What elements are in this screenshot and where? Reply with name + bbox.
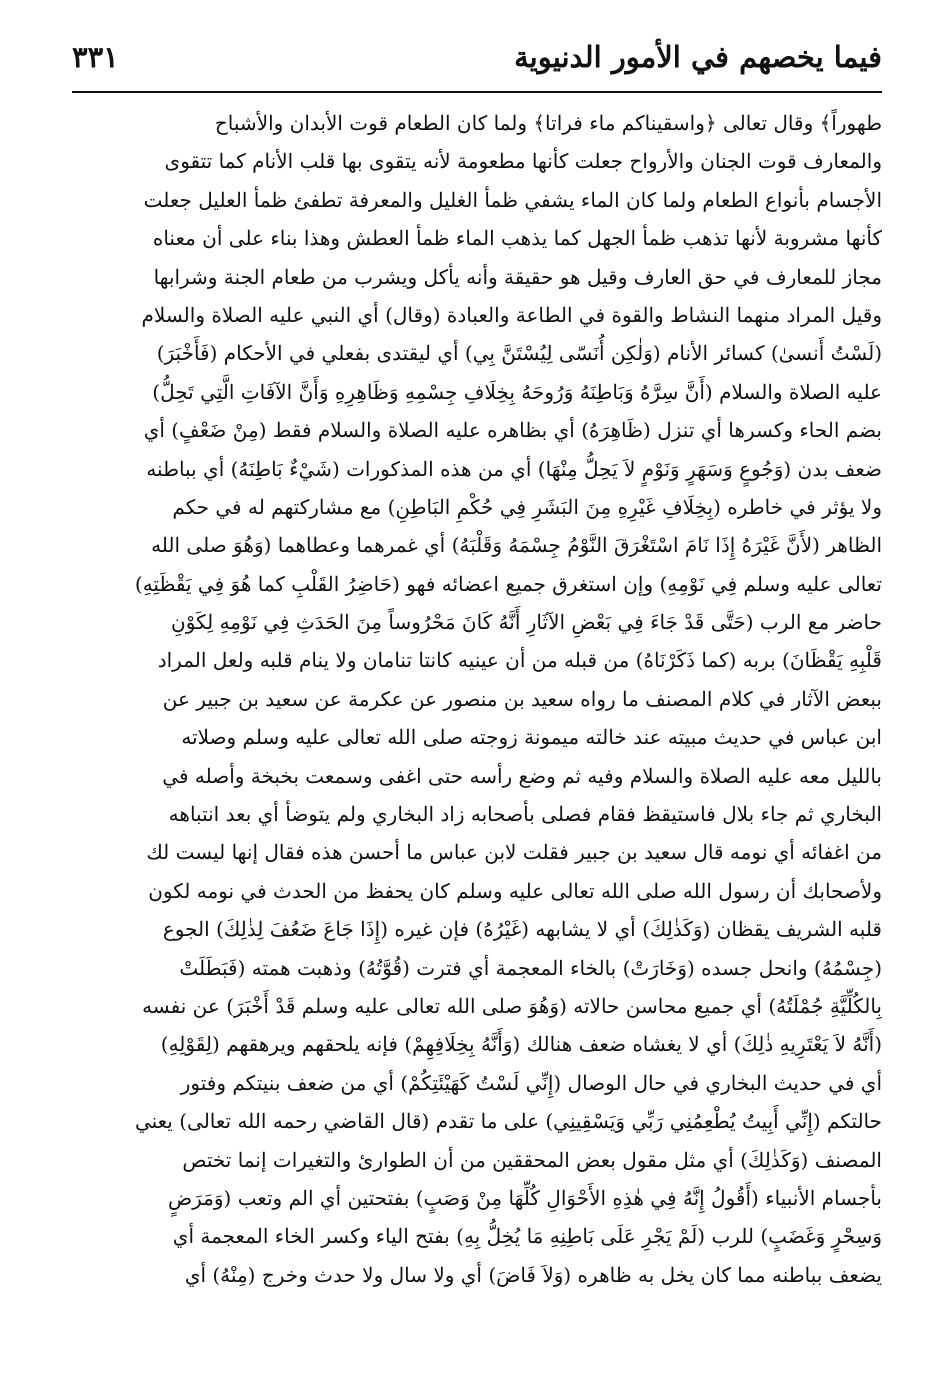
text-line: والمعارف قوت الجنان والأرواح جعلت كأنها مطعومة لأنه يتقوى بها قلب الأنام كما تتقوى	[164, 149, 882, 174]
body-text	[72, 104, 882, 1294]
text-line: وَسِحْرٍ وَغَضَبٍ) للرب (لَمْ يَجْرِ عَلَى بَاطِنِهِ مَا يُخِلُّ بِهِ) بفتح الياء وكسر الخاء المعجمة أي	[172, 1224, 882, 1249]
text-line: بضم الحاء وكسرها أي تنزل (ظَاهِرَهُ) أي بظاهره عليه الصلاة والسلام فقط (مِنْ ضَعْفٍ) أي	[143, 418, 882, 443]
text-line: ولأصحابك أن رسول الله صلى الله تعالى عليه وسلم كان يحفظ من الحدث في نومه لكون	[148, 878, 882, 903]
page-number: ٣٣١	[72, 40, 119, 74]
text-line: الظاهر (لأَنَّ غَيْرَهُ إِذَا نَامَ اسْتَغْرَقَ النَّوْمُ جِسْمَهُ وَقَلْبَهُ) أي غمرهما وعطاهما (وَهُوَ صلى الله	[151, 533, 882, 558]
text-line: قلبه الشريف يقظان (وَكَذٰلِكَ) أي لا يشابهه (غَيْرُهُ) فإن غيره (إِذَا جَاعَ ضَعُفَ لِذٰلِكَ) الجوع	[162, 917, 882, 942]
text-line: قَلْبِهِ يَقْظَانَ) بربه (كما ذَكَرْنَاهُ) من قبله من أن عينيه كانتا تنامان ولا ينام قلبه ولعل المراد	[157, 648, 882, 673]
text-line: من اغفائه أي نومه قال سعيد بن جبير فقلت لابن عباس ما أحسن هذه فقال إنها ليست لك	[146, 840, 882, 865]
text-line: عليه الصلاة والسلام (أَنَّ سِرَّهُ وَبَاطِنَهُ وَرُوحَهُ بِخِلَافِ جِسْمِهِ وَظَاهِرِهِ وَأَنَّ الآفَاتِ الَّتِي تَحِلُّ)	[152, 379, 882, 404]
text-line: البخاري ثم جاء بلال فاستيقظ فقام فصلى بأصحابه زاد البخاري ولم يتوضأ أي بعد انتباهه	[168, 802, 882, 827]
page-header	[72, 30, 882, 90]
running-title: فيما يخصهم في الأمور الدنيوية	[514, 40, 882, 74]
text-line: بِالكُلِّيَّةِ جُمْلَتُهُ) أي جميع محاسن حالاته (وَهُوَ صلى الله تعالى عليه وسلم قَدْ أَخْبَرَ) عن نفسه	[142, 993, 882, 1018]
text-line: (لَسْتُ أَنسىٰ) كسائر الأنام (وَلٰكِن أُنَسّى لِيُسْتَنَّ بِي) أي ليقتدى بفعلي في الأحكام (فَأَخْبَرَ)	[156, 341, 882, 366]
text-line: طهوراً﴾ وقال تعالى ﴿واسقيناكم ماء فراتا﴾ ولما كان الطعام قوت الأبدان والأشباح	[214, 111, 882, 135]
text-line: حالتكم (إِنِّي أَبِيتُ يُطْعِمُنِي رَبِّي وَيَسْقِينِي) على ما تقدم (قال القاضي رحمه الله تعالى) يعني	[134, 1109, 882, 1134]
text-line: (جِسْمُهُ) وانحل جسده (وَخَارَتْ) بالخاء المعجمة أي فترت (قُوَّتُهُ) وذهبت همته (فَبَطَلَتْ	[179, 955, 882, 980]
text-line: تعالى عليه وسلم فِي نَوْمِهِ) وإن استغرق جميع اعضائه فهو (حَاضِرُ القَلْبِ كما هُوَ فِي يَقْظَتِهِ)	[134, 571, 882, 596]
text-line: ضعف بدن (وَجُوعٍ وَسَهَرٍ وَنَوْمٍ لاَ يَحِلُّ مِنْهَا) أي من هذه المذكورات (شَيْءٌ بَاطِنَهُ) أي بباطنه	[146, 456, 882, 481]
text-line: (أَنَّهُ لاَ يَعْتَرِيهِ ذٰلِكَ) أي لا يغشاه ضعف هنالك (وَأَنَّهُ بِخِلَافِهِمْ) فإنه يلحقهم ويرهقهم (لِقَوْلِهِ)	[160, 1032, 882, 1057]
text-line: ببعض الآثار في كلام المصنف ما رواه سعيد بن منصور عن عكرمة عن سعيد بن جبير عن	[162, 686, 882, 711]
text-line: كأنها مشروبة لأنها تذهب ظمأ الجهل كما يذهب الماء ظمأ العطش وهذا بناء على أن معناه	[152, 226, 882, 251]
text-line: مجاز للمعارف في حق العارف وقيل هو حقيقة وأنه يأكل ويشرب من طعام الجنة وشرابها	[153, 264, 882, 289]
text-line: بأجسام الأنبياء (أَقُولُ إِنَّهُ فِي هٰذِهِ الأَحْوَالِ كُلِّهَا مِنْ وَصَبٍ) بفتحتين أي الم وتعب (وَمَرَضٍ	[167, 1185, 882, 1210]
text-line: أي في حديث البخاري في حال الوصال (إِنِّي لَسْتُ كَهَيْئَتِكُمْ) أي من ضعف بنيتكم وفتور	[180, 1070, 882, 1095]
header-rule	[72, 91, 882, 93]
text-line: ابن عباس في حديث مبيته عند خالته ميمونة زوجته صلى الله تعالى عليه وسلم وصلاته	[181, 725, 882, 750]
text-line: المصنف (وَكَذٰلِكَ) أي مثل مقول بعض المحققين من أن الطوارئ والتغيرات إنما تختص	[182, 1147, 882, 1172]
text-line: ولا يؤثر في خاطره (بِخِلَافِ غَيْرِهِ مِنَ البَشَرِ فِي حُكْمِ البَاطِنِ) مع مشاركتهم له في حكم	[172, 494, 882, 519]
text-line: الأجسام بأنواع الطعام ولما كان الماء يشفي ظمأ الغليل والمعرفة تطفئ ظمأ العليل جعلت	[143, 187, 882, 212]
text-line: وقيل المراد منهما النشاط والقوة في الطاعة والعبادة (وقال) أي النبي عليه الصلاة والسلام	[141, 302, 882, 327]
text-line: حاضر مع الرب (حَتَّى قَدْ جَاءَ فِي بَعْضِ الآثَارِ أَنَّهُ كَانَ مَحْرُوساً مِنَ الحَدَثِ فِي نَوْمِهِ لِكَوْنِ	[171, 610, 882, 635]
text-line: يضعف بباطنه مما كان يخل به ظاهره (وَلاَ فَاضَ) أي ولا سال ولا حدث وخرج (مِنْهُ) أي	[184, 1262, 882, 1287]
text-line: بالليل معه عليه الصلاة والسلام وفيه ثم وضع رأسه حتى اغفى وسمعت بخبخة وأصله في	[162, 763, 882, 788]
